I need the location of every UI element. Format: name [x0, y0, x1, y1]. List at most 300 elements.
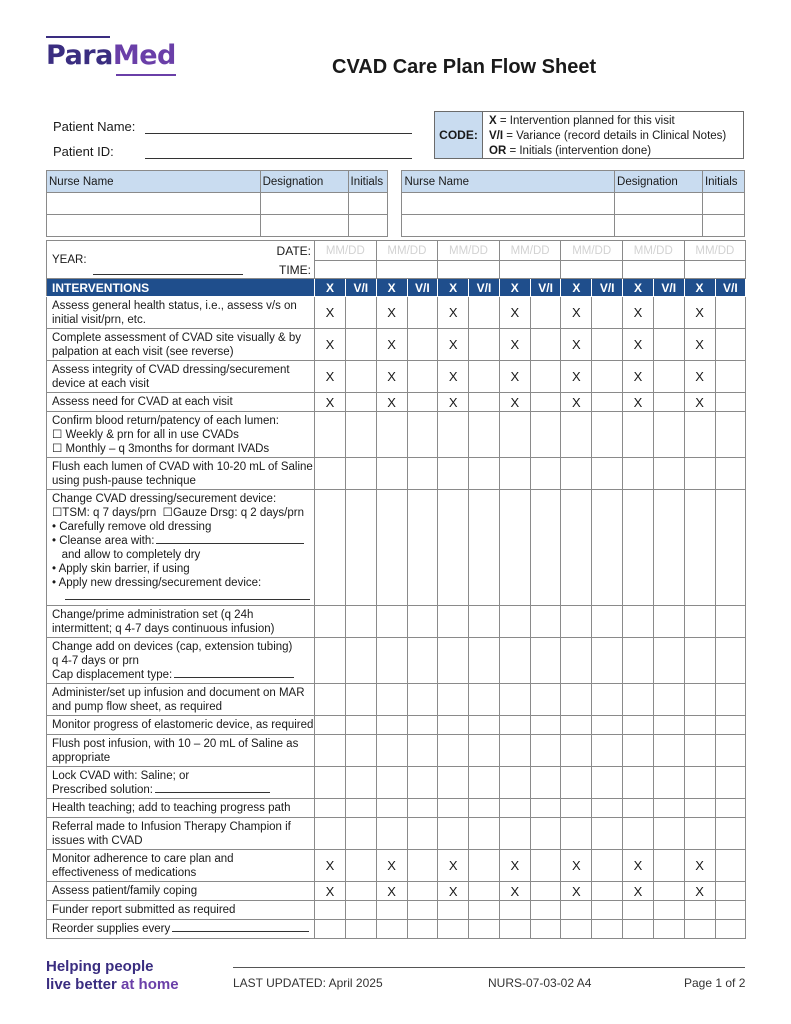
x-cell[interactable]: X: [315, 297, 346, 329]
x-cell[interactable]: [561, 490, 592, 606]
x-cell[interactable]: [376, 606, 407, 638]
x-cell[interactable]: [499, 606, 530, 638]
vi-cell[interactable]: [715, 490, 746, 606]
x-cell[interactable]: X: [438, 361, 469, 393]
x-cell[interactable]: [684, 767, 715, 799]
x-cell[interactable]: [438, 767, 469, 799]
x-cell[interactable]: [499, 767, 530, 799]
x-cell[interactable]: X: [561, 882, 592, 901]
vi-cell[interactable]: [653, 490, 684, 606]
visit-date-cell[interactable]: MM/DD: [438, 241, 500, 261]
vi-cell[interactable]: [530, 818, 561, 850]
x-cell[interactable]: X: [315, 850, 346, 882]
vi-cell[interactable]: [469, 901, 500, 920]
x-cell[interactable]: [622, 767, 653, 799]
x-cell[interactable]: X: [376, 882, 407, 901]
x-cell[interactable]: [438, 735, 469, 767]
vi-cell[interactable]: [653, 767, 684, 799]
designation-cell[interactable]: [260, 215, 348, 237]
vi-cell[interactable]: [407, 735, 438, 767]
vi-cell[interactable]: [469, 767, 500, 799]
vi-cell[interactable]: [715, 329, 746, 361]
vi-cell[interactable]: [469, 361, 500, 393]
vi-cell[interactable]: [653, 716, 684, 735]
vi-cell[interactable]: [653, 735, 684, 767]
fill-in-blank[interactable]: [65, 599, 310, 600]
x-cell[interactable]: [499, 684, 530, 716]
vi-cell[interactable]: [592, 412, 623, 458]
x-cell[interactable]: X: [376, 850, 407, 882]
vi-cell[interactable]: [346, 901, 377, 920]
fill-in-blank[interactable]: [156, 543, 304, 544]
vi-cell[interactable]: [407, 458, 438, 490]
vi-cell[interactable]: [715, 767, 746, 799]
designation-cell[interactable]: [260, 193, 348, 215]
vi-cell[interactable]: [592, 638, 623, 684]
vi-cell[interactable]: [530, 606, 561, 638]
vi-cell[interactable]: [653, 329, 684, 361]
x-cell[interactable]: [315, 901, 346, 920]
vi-cell[interactable]: [346, 920, 377, 939]
x-cell[interactable]: [438, 716, 469, 735]
x-cell[interactable]: [499, 716, 530, 735]
vi-cell[interactable]: [653, 606, 684, 638]
vi-cell[interactable]: [592, 297, 623, 329]
x-cell[interactable]: [376, 458, 407, 490]
x-cell[interactable]: [438, 799, 469, 818]
x-cell[interactable]: [315, 412, 346, 458]
patient-id-field[interactable]: [145, 158, 412, 159]
vi-cell[interactable]: [715, 735, 746, 767]
vi-cell[interactable]: [653, 638, 684, 684]
x-cell[interactable]: [684, 412, 715, 458]
vi-cell[interactable]: [530, 490, 561, 606]
fill-in-blank[interactable]: [172, 931, 309, 932]
vi-cell[interactable]: [407, 684, 438, 716]
vi-cell[interactable]: [715, 412, 746, 458]
vi-cell[interactable]: [407, 882, 438, 901]
vi-cell[interactable]: [653, 920, 684, 939]
x-cell[interactable]: X: [376, 361, 407, 393]
x-cell[interactable]: X: [499, 297, 530, 329]
vi-cell[interactable]: [469, 606, 500, 638]
x-cell[interactable]: [376, 818, 407, 850]
vi-cell[interactable]: [346, 735, 377, 767]
visit-date-cell[interactable]: MM/DD: [622, 241, 684, 261]
x-cell[interactable]: X: [438, 882, 469, 901]
vi-cell[interactable]: [653, 901, 684, 920]
x-cell[interactable]: [622, 716, 653, 735]
vi-cell[interactable]: [469, 412, 500, 458]
vi-cell[interactable]: [530, 393, 561, 412]
initials-cell[interactable]: [702, 215, 744, 237]
x-cell[interactable]: [622, 799, 653, 818]
vi-cell[interactable]: [715, 850, 746, 882]
x-cell[interactable]: [684, 799, 715, 818]
x-cell[interactable]: X: [315, 329, 346, 361]
fill-in-blank[interactable]: [155, 792, 270, 793]
x-cell[interactable]: [622, 490, 653, 606]
x-cell[interactable]: [499, 490, 530, 606]
vi-cell[interactable]: [715, 297, 746, 329]
visit-time-cell[interactable]: [315, 261, 377, 279]
x-cell[interactable]: X: [438, 850, 469, 882]
x-cell[interactable]: [315, 490, 346, 606]
vi-cell[interactable]: [715, 920, 746, 939]
visit-time-cell[interactable]: [438, 261, 500, 279]
vi-cell[interactable]: [715, 818, 746, 850]
nurse-name-cell[interactable]: [402, 193, 615, 215]
vi-cell[interactable]: [653, 393, 684, 412]
x-cell[interactable]: [315, 920, 346, 939]
x-cell[interactable]: [499, 818, 530, 850]
visit-date-cell[interactable]: MM/DD: [315, 241, 377, 261]
vi-cell[interactable]: [530, 799, 561, 818]
x-cell[interactable]: X: [376, 329, 407, 361]
x-cell[interactable]: [684, 638, 715, 684]
vi-cell[interactable]: [592, 393, 623, 412]
x-cell[interactable]: [376, 735, 407, 767]
x-cell[interactable]: [438, 458, 469, 490]
x-cell[interactable]: [684, 606, 715, 638]
vi-cell[interactable]: [715, 901, 746, 920]
vi-cell[interactable]: [592, 882, 623, 901]
vi-cell[interactable]: [715, 882, 746, 901]
x-cell[interactable]: [376, 767, 407, 799]
vi-cell[interactable]: [592, 606, 623, 638]
vi-cell[interactable]: [469, 684, 500, 716]
x-cell[interactable]: X: [684, 882, 715, 901]
vi-cell[interactable]: [469, 920, 500, 939]
vi-cell[interactable]: [346, 818, 377, 850]
vi-cell[interactable]: [715, 458, 746, 490]
vi-cell[interactable]: [346, 767, 377, 799]
x-cell[interactable]: [561, 716, 592, 735]
x-cell[interactable]: X: [622, 361, 653, 393]
vi-cell[interactable]: [346, 684, 377, 716]
vi-cell[interactable]: [469, 393, 500, 412]
fill-in-blank[interactable]: [174, 677, 294, 678]
vi-cell[interactable]: [346, 412, 377, 458]
vi-cell[interactable]: [715, 638, 746, 684]
vi-cell[interactable]: [407, 297, 438, 329]
x-cell[interactable]: X: [315, 393, 346, 412]
x-cell[interactable]: [561, 920, 592, 939]
x-cell[interactable]: [376, 412, 407, 458]
vi-cell[interactable]: [346, 606, 377, 638]
vi-cell[interactable]: [653, 361, 684, 393]
x-cell[interactable]: X: [684, 329, 715, 361]
vi-cell[interactable]: [469, 882, 500, 901]
vi-cell[interactable]: [530, 361, 561, 393]
x-cell[interactable]: [315, 799, 346, 818]
x-cell[interactable]: [561, 412, 592, 458]
x-cell[interactable]: [684, 818, 715, 850]
x-cell[interactable]: X: [684, 361, 715, 393]
vi-cell[interactable]: [653, 412, 684, 458]
vi-cell[interactable]: [530, 329, 561, 361]
x-cell[interactable]: [561, 901, 592, 920]
vi-cell[interactable]: [592, 850, 623, 882]
x-cell[interactable]: X: [561, 297, 592, 329]
x-cell[interactable]: [499, 799, 530, 818]
x-cell[interactable]: [622, 735, 653, 767]
x-cell[interactable]: X: [376, 393, 407, 412]
vi-cell[interactable]: [346, 638, 377, 684]
vi-cell[interactable]: [653, 850, 684, 882]
visit-time-cell[interactable]: [622, 261, 684, 279]
initials-cell[interactable]: [702, 193, 744, 215]
vi-cell[interactable]: [346, 393, 377, 412]
vi-cell[interactable]: [407, 490, 438, 606]
visit-date-cell[interactable]: MM/DD: [499, 241, 561, 261]
visit-date-cell[interactable]: MM/DD: [684, 241, 746, 261]
vi-cell[interactable]: [346, 297, 377, 329]
vi-cell[interactable]: [407, 901, 438, 920]
visit-time-cell[interactable]: [561, 261, 623, 279]
visit-time-cell[interactable]: [684, 261, 746, 279]
vi-cell[interactable]: [407, 361, 438, 393]
x-cell[interactable]: X: [622, 297, 653, 329]
x-cell[interactable]: [315, 735, 346, 767]
vi-cell[interactable]: [407, 767, 438, 799]
vi-cell[interactable]: [530, 638, 561, 684]
visit-date-cell[interactable]: MM/DD: [376, 241, 438, 261]
vi-cell[interactable]: [469, 297, 500, 329]
x-cell[interactable]: X: [499, 329, 530, 361]
x-cell[interactable]: [376, 716, 407, 735]
x-cell[interactable]: [438, 638, 469, 684]
x-cell[interactable]: [315, 638, 346, 684]
vi-cell[interactable]: [530, 735, 561, 767]
vi-cell[interactable]: [346, 799, 377, 818]
x-cell[interactable]: X: [499, 393, 530, 412]
vi-cell[interactable]: [346, 329, 377, 361]
vi-cell[interactable]: [715, 716, 746, 735]
vi-cell[interactable]: [530, 684, 561, 716]
vi-cell[interactable]: [530, 920, 561, 939]
vi-cell[interactable]: [592, 329, 623, 361]
x-cell[interactable]: X: [438, 329, 469, 361]
x-cell[interactable]: [499, 638, 530, 684]
vi-cell[interactable]: [469, 638, 500, 684]
vi-cell[interactable]: [407, 716, 438, 735]
vi-cell[interactable]: [653, 799, 684, 818]
x-cell[interactable]: X: [438, 297, 469, 329]
x-cell[interactable]: [561, 684, 592, 716]
vi-cell[interactable]: [407, 818, 438, 850]
vi-cell[interactable]: [407, 412, 438, 458]
x-cell[interactable]: [315, 684, 346, 716]
vi-cell[interactable]: [469, 850, 500, 882]
vi-cell[interactable]: [346, 458, 377, 490]
vi-cell[interactable]: [530, 297, 561, 329]
nurse-name-cell[interactable]: [47, 215, 261, 237]
visit-date-cell[interactable]: MM/DD: [561, 241, 623, 261]
x-cell[interactable]: [561, 818, 592, 850]
vi-cell[interactable]: [530, 882, 561, 901]
vi-cell[interactable]: [592, 920, 623, 939]
x-cell[interactable]: [438, 901, 469, 920]
x-cell[interactable]: [561, 638, 592, 684]
vi-cell[interactable]: [530, 716, 561, 735]
nurse-name-cell[interactable]: [402, 215, 615, 237]
x-cell[interactable]: X: [622, 393, 653, 412]
x-cell[interactable]: [315, 767, 346, 799]
x-cell[interactable]: [622, 920, 653, 939]
x-cell[interactable]: X: [438, 393, 469, 412]
x-cell[interactable]: X: [561, 361, 592, 393]
x-cell[interactable]: X: [684, 297, 715, 329]
vi-cell[interactable]: [715, 361, 746, 393]
x-cell[interactable]: [438, 684, 469, 716]
x-cell[interactable]: X: [622, 882, 653, 901]
vi-cell[interactable]: [346, 716, 377, 735]
x-cell[interactable]: [622, 606, 653, 638]
x-cell[interactable]: [499, 412, 530, 458]
x-cell[interactable]: [438, 920, 469, 939]
x-cell[interactable]: [438, 818, 469, 850]
x-cell[interactable]: [684, 684, 715, 716]
vi-cell[interactable]: [346, 361, 377, 393]
x-cell[interactable]: [376, 684, 407, 716]
vi-cell[interactable]: [653, 882, 684, 901]
vi-cell[interactable]: [407, 638, 438, 684]
x-cell[interactable]: [376, 799, 407, 818]
vi-cell[interactable]: [530, 767, 561, 799]
initials-cell[interactable]: [348, 215, 388, 237]
x-cell[interactable]: X: [499, 850, 530, 882]
vi-cell[interactable]: [653, 684, 684, 716]
vi-cell[interactable]: [407, 393, 438, 412]
vi-cell[interactable]: [715, 684, 746, 716]
vi-cell[interactable]: [469, 458, 500, 490]
vi-cell[interactable]: [592, 818, 623, 850]
x-cell[interactable]: X: [622, 850, 653, 882]
x-cell[interactable]: [315, 818, 346, 850]
visit-time-cell[interactable]: [499, 261, 561, 279]
x-cell[interactable]: X: [561, 393, 592, 412]
initials-cell[interactable]: [348, 193, 388, 215]
designation-cell[interactable]: [615, 193, 703, 215]
vi-cell[interactable]: [592, 361, 623, 393]
vi-cell[interactable]: [592, 799, 623, 818]
x-cell[interactable]: [684, 901, 715, 920]
vi-cell[interactable]: [346, 882, 377, 901]
x-cell[interactable]: X: [684, 393, 715, 412]
x-cell[interactable]: [438, 606, 469, 638]
x-cell[interactable]: [622, 684, 653, 716]
vi-cell[interactable]: [530, 850, 561, 882]
x-cell[interactable]: [622, 412, 653, 458]
vi-cell[interactable]: [592, 490, 623, 606]
x-cell[interactable]: [499, 735, 530, 767]
vi-cell[interactable]: [346, 490, 377, 606]
x-cell[interactable]: X: [561, 329, 592, 361]
x-cell[interactable]: [561, 606, 592, 638]
x-cell[interactable]: [376, 920, 407, 939]
vi-cell[interactable]: [715, 799, 746, 818]
x-cell[interactable]: [438, 490, 469, 606]
vi-cell[interactable]: [653, 297, 684, 329]
vi-cell[interactable]: [469, 716, 500, 735]
x-cell[interactable]: [622, 818, 653, 850]
x-cell[interactable]: X: [561, 850, 592, 882]
x-cell[interactable]: [499, 901, 530, 920]
vi-cell[interactable]: [407, 799, 438, 818]
x-cell[interactable]: [561, 767, 592, 799]
vi-cell[interactable]: [653, 818, 684, 850]
x-cell[interactable]: X: [684, 850, 715, 882]
x-cell[interactable]: [561, 735, 592, 767]
x-cell[interactable]: X: [499, 882, 530, 901]
vi-cell[interactable]: [469, 735, 500, 767]
vi-cell[interactable]: [469, 818, 500, 850]
x-cell[interactable]: X: [622, 329, 653, 361]
x-cell[interactable]: X: [315, 882, 346, 901]
x-cell[interactable]: [376, 901, 407, 920]
x-cell[interactable]: [315, 458, 346, 490]
x-cell[interactable]: [684, 458, 715, 490]
nurse-name-cell[interactable]: [47, 193, 261, 215]
x-cell[interactable]: [684, 920, 715, 939]
vi-cell[interactable]: [592, 684, 623, 716]
designation-cell[interactable]: [615, 215, 703, 237]
x-cell[interactable]: [315, 716, 346, 735]
vi-cell[interactable]: [469, 490, 500, 606]
vi-cell[interactable]: [407, 329, 438, 361]
x-cell[interactable]: [499, 458, 530, 490]
x-cell[interactable]: [684, 735, 715, 767]
vi-cell[interactable]: [592, 458, 623, 490]
x-cell[interactable]: [622, 638, 653, 684]
vi-cell[interactable]: [530, 901, 561, 920]
vi-cell[interactable]: [715, 606, 746, 638]
vi-cell[interactable]: [592, 735, 623, 767]
x-cell[interactable]: [684, 490, 715, 606]
x-cell[interactable]: [376, 490, 407, 606]
x-cell[interactable]: [315, 606, 346, 638]
year-field[interactable]: [93, 274, 243, 275]
vi-cell[interactable]: [530, 458, 561, 490]
patient-name-field[interactable]: [145, 133, 412, 134]
vi-cell[interactable]: [653, 458, 684, 490]
x-cell[interactable]: [561, 799, 592, 818]
x-cell[interactable]: [622, 901, 653, 920]
x-cell[interactable]: [438, 412, 469, 458]
vi-cell[interactable]: [592, 767, 623, 799]
x-cell[interactable]: X: [376, 297, 407, 329]
vi-cell[interactable]: [469, 799, 500, 818]
vi-cell[interactable]: [715, 393, 746, 412]
visit-time-cell[interactable]: [376, 261, 438, 279]
x-cell[interactable]: X: [499, 361, 530, 393]
vi-cell[interactable]: [469, 329, 500, 361]
x-cell[interactable]: [376, 638, 407, 684]
x-cell[interactable]: X: [315, 361, 346, 393]
vi-cell[interactable]: [346, 850, 377, 882]
vi-cell[interactable]: [592, 901, 623, 920]
vi-cell[interactable]: [592, 716, 623, 735]
x-cell[interactable]: [622, 458, 653, 490]
x-cell[interactable]: [684, 716, 715, 735]
x-cell[interactable]: [499, 920, 530, 939]
vi-cell[interactable]: [407, 606, 438, 638]
vi-cell[interactable]: [407, 850, 438, 882]
vi-cell[interactable]: [407, 920, 438, 939]
x-cell[interactable]: [561, 458, 592, 490]
vi-cell[interactable]: [530, 412, 561, 458]
